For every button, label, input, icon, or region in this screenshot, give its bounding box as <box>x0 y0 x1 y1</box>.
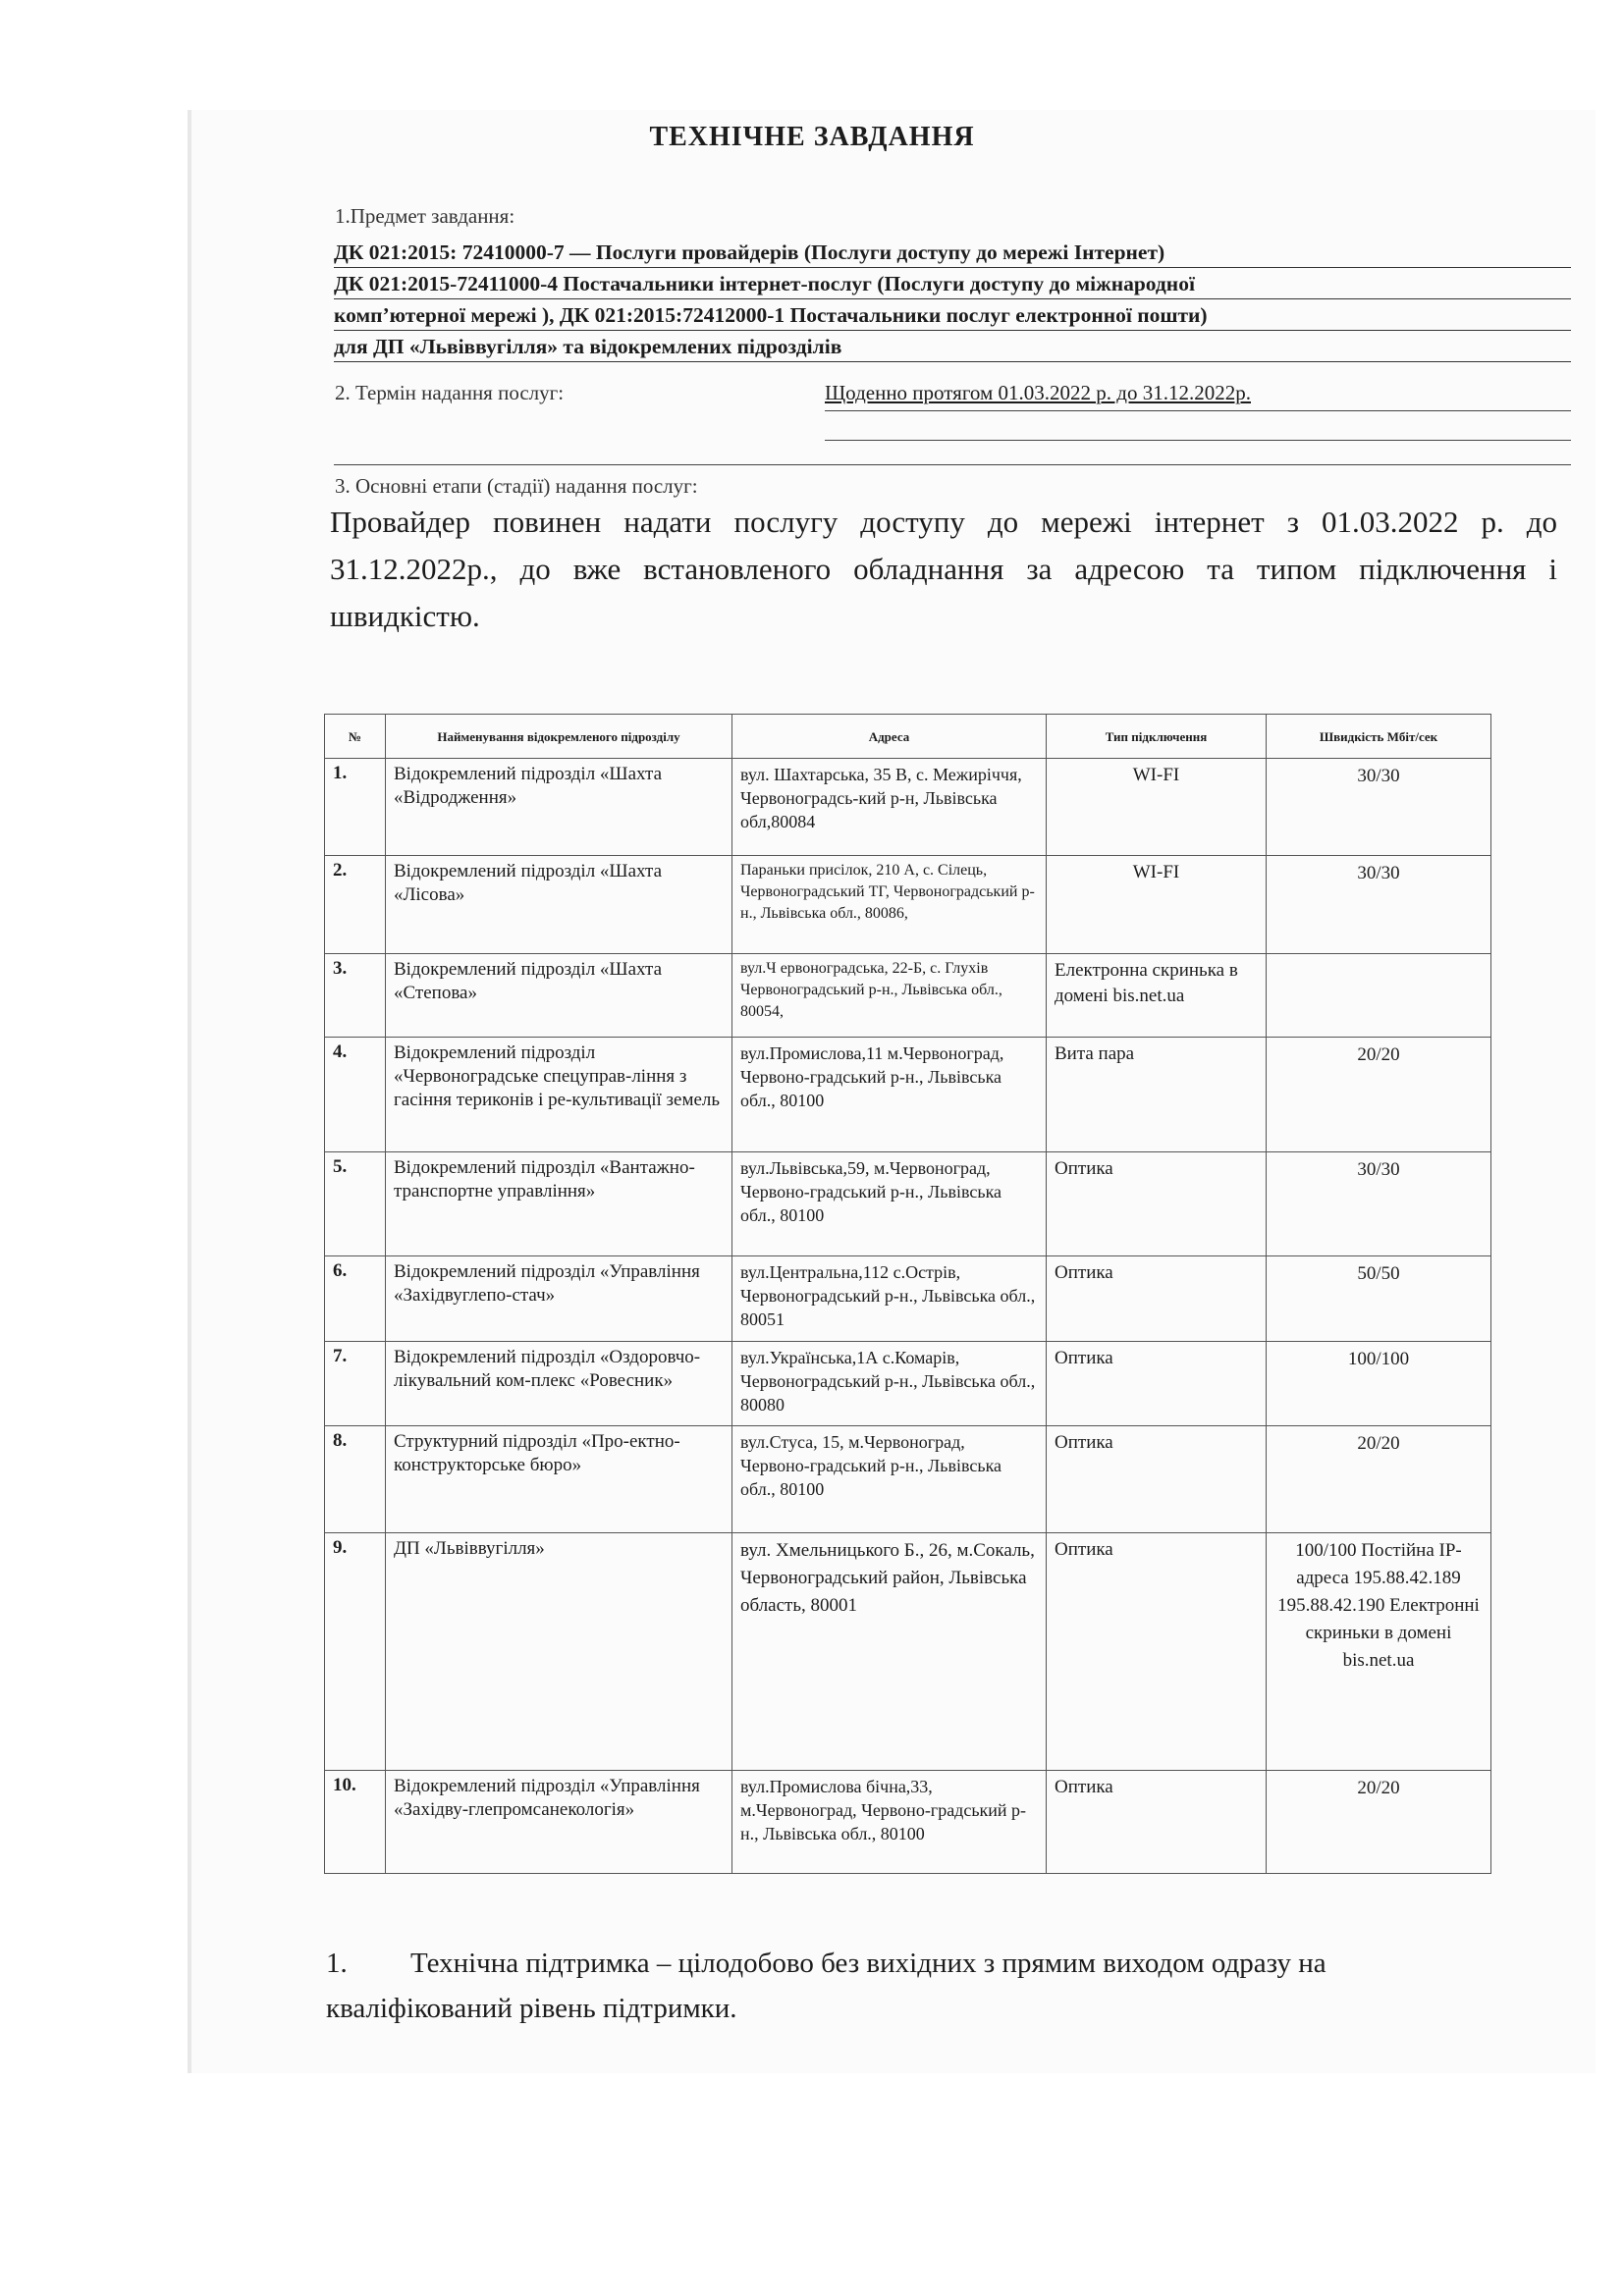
unit-name: Відокремлений підрозділ «Вантажно-транспортне управління» <box>386 1152 732 1256</box>
term-underline-2 <box>825 440 1571 441</box>
unit-name: Відокремлений підрозділ «Шахта «Відродження» <box>386 759 732 856</box>
unit-address: вул.Українська,1А с.Комарів, Червоноградський р-н., Львівська обл., 80080 <box>732 1342 1047 1426</box>
unit-address: вул. Хмельницького Б., 26, м.Сокаль, Червоноградський район, Львівська область, 80001 <box>732 1533 1047 1771</box>
connection-type: Оптика <box>1047 1533 1267 1771</box>
table-row <box>325 1342 1491 1426</box>
unit-address: вул. Шахтарська, 35 В, с. Межиріччя, Червоноградсь-кий р-н, Львівська обл,80084 <box>732 759 1047 856</box>
unit-name: Відокремлений підрозділ «Шахта «Степова» <box>386 954 732 1038</box>
row-number: 2. <box>325 856 386 954</box>
connection-type: Оптика <box>1047 1342 1267 1426</box>
header-speed: Швидкість Мбіт/сек <box>1267 715 1491 759</box>
unit-name: Відокремлений підрозділ «Оздоровчо-лікувальний ком-плекс «Ровесник» <box>386 1342 732 1426</box>
subject-line-3: комп’ютерної мережі ), ДК 021:2015:72412000-1 Постачальники послуг електронної пошти) <box>334 303 1571 331</box>
row-number: 5. <box>325 1152 386 1256</box>
connection-type: Електронна скринька в домені bis.net.ua <box>1047 954 1267 1038</box>
unit-address: вул.Львівська,59, м.Червоноград, Червоно-градський р-н., Львівська обл., 80100 <box>732 1152 1047 1256</box>
row-number: 6. <box>325 1256 386 1342</box>
table-row <box>325 1771 1491 1874</box>
table-row <box>325 1426 1491 1533</box>
row-number: 4. <box>325 1038 386 1152</box>
subject-line-4: для ДП «Львіввугілля» та відокремлених підрозділів <box>334 335 1571 362</box>
speed-value: 50/50 <box>1267 1256 1491 1342</box>
table-row <box>325 1256 1491 1342</box>
unit-address: вул.Стуса, 15, м.Червоноград, Червоно-градський р-н., Львівська обл., 80100 <box>732 1426 1047 1533</box>
row-number: 9. <box>325 1533 386 1771</box>
unit-address: вул.Промислова,11 м.Червоноград, Червоно-градський р-н., Львівська обл., 80100 <box>732 1038 1047 1152</box>
connection-type: Оптика <box>1047 1426 1267 1533</box>
table-row <box>325 1152 1491 1256</box>
table-row <box>325 1038 1491 1152</box>
subject-line-1: ДК 021:2015: 72410000-7 — Послуги провайдерів (Послуги доступу до мережі Інтернет) <box>334 240 1571 268</box>
speed-value: 30/30 <box>1267 759 1491 856</box>
section2-label: 2. Термін надання послуг: <box>335 381 565 404</box>
section-divider <box>334 464 1571 465</box>
units-table <box>324 714 1491 1874</box>
header-number: № <box>325 715 386 759</box>
row-number: 3. <box>325 954 386 1038</box>
unit-name: Відокремлений підрозділ «Червоноградське спецуправ-ління з гасіння териконів і ре-культивації земель <box>386 1038 732 1152</box>
connection-type: WI-FI <box>1047 759 1267 856</box>
list-marker: 1. <box>326 1948 348 1979</box>
unit-address: вул.Ч ервоноградська, 22-Б, с. Глухів Червоноградський р-н., Львівська обл., 80054, <box>732 954 1047 1038</box>
unit-address: вул.Промислова бічна,33, м.Червоноград, Червоно-градський р-н., Львівська обл., 80100 <box>732 1771 1047 1874</box>
connection-type: Оптика <box>1047 1152 1267 1256</box>
service-term-value: Щоденно протягом 01.03.2022 р. до 31.12.2022р. <box>825 381 1251 404</box>
speed-value: 100/100 <box>1267 1342 1491 1426</box>
document-title: ТЕХНІЧНЕ ЗАВДАННЯ <box>649 122 975 152</box>
row-number: 8. <box>325 1426 386 1533</box>
unit-address: Параньки присілок, 210 А, с. Сілець, Червоноградський ТГ, Червоноградський р-н., Львівська обл., 80086, <box>732 856 1047 954</box>
row-number: 1. <box>325 759 386 856</box>
unit-name: Структурний підрозділ «Про-ектно-конструкторське бюро» <box>386 1426 732 1533</box>
table-row <box>325 1533 1491 1771</box>
speed-value: 30/30 <box>1267 1152 1491 1256</box>
header-connection-type: Тип підключення <box>1047 715 1267 759</box>
unit-name: Відокремлений підрозділ «Шахта «Лісова» <box>386 856 732 954</box>
header-unit-name: Найменування відокремленого підрозділу <box>386 715 732 759</box>
table-row <box>325 759 1491 856</box>
unit-name: Відокремлений підрозділ «Управління «Західвуглепо-стач» <box>386 1256 732 1342</box>
unit-address: вул.Центральна,112 с.Острів, Червоноградський р-н., Львівська обл., 80051 <box>732 1256 1047 1342</box>
table-row <box>325 856 1491 954</box>
unit-name: ДП «Львіввугілля» <box>386 1533 732 1771</box>
support-paragraph <box>326 1941 1504 2031</box>
section1-label: 1.Предмет завдання: <box>335 204 515 228</box>
speed-value: 30/30 <box>1267 856 1491 954</box>
speed-value: 20/20 <box>1267 1038 1491 1152</box>
connection-type: Оптика <box>1047 1256 1267 1342</box>
connection-type: Вита пара <box>1047 1038 1267 1152</box>
speed-value: 100/100 Постійна IP-адреса 195.88.42.189 195.88.42.190 Електронні скриньки в домені bis.net.ua <box>1267 1533 1491 1771</box>
row-number: 10. <box>325 1771 386 1874</box>
section3-text: Провайдер повинен надати послугу доступу до мережі інтернет з 01.03.2022 р. до 31.12.2022р., до вже встановленого обладнання за адресою та типом підключення і швидкістю. <box>330 505 1557 633</box>
term-underline-1 <box>825 410 1571 411</box>
speed-value: 20/20 <box>1267 1426 1491 1533</box>
support-text: Технічна підтримка – цілодобово без вихідних з прямим виходом одразу на кваліфікований рівень підтримки. <box>326 1948 1326 2024</box>
section3-label: 3. Основні етапи (стадії) надання послуг: <box>335 474 698 498</box>
unit-name: Відокремлений підрозділ «Управління «Західву-глепромсанекологія» <box>386 1771 732 1874</box>
connection-type: Оптика <box>1047 1771 1267 1874</box>
header-address: Адреса <box>732 715 1047 759</box>
speed-value <box>1267 954 1491 1038</box>
subject-line-2: ДК 021:2015-72411000-4 Постачальники інтернет-послуг (Послуги доступу до міжнародної <box>334 272 1571 299</box>
table-row <box>325 954 1491 1038</box>
speed-value: 20/20 <box>1267 1771 1491 1874</box>
table-header-row <box>325 715 1491 759</box>
row-number: 7. <box>325 1342 386 1426</box>
connection-type: WI-FI <box>1047 856 1267 954</box>
